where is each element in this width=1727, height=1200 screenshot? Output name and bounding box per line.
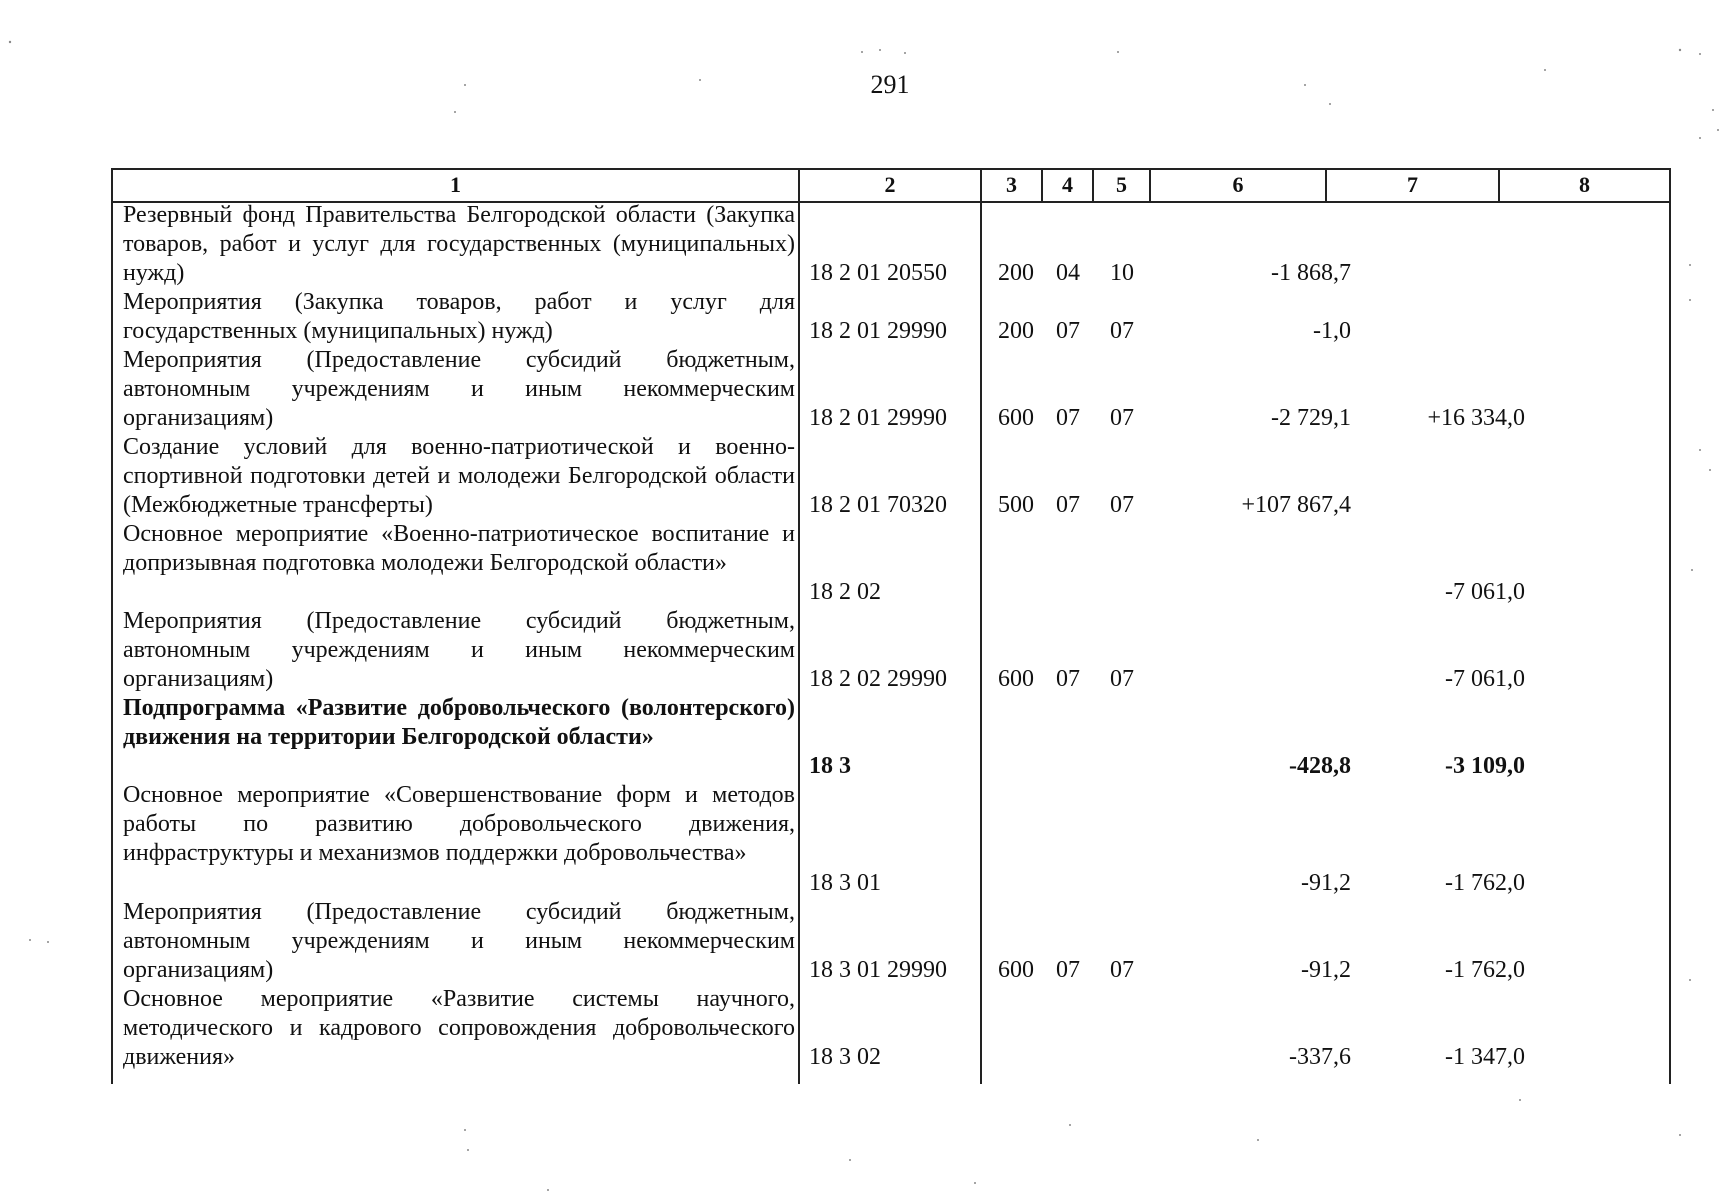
- table-row: [113, 607, 1669, 694]
- header-col-2: 2: [884, 172, 896, 197]
- row-col-5: 07: [1110, 957, 1134, 983]
- table-row: [113, 433, 1669, 520]
- row-code: 18 2 01 20550: [809, 260, 947, 286]
- header-col-4: 4: [1062, 172, 1073, 197]
- row-code: 18 2 02: [809, 579, 881, 605]
- row-code: 18 3 01 29990: [809, 957, 947, 983]
- row-col-5: 07: [1110, 666, 1134, 692]
- row-col-7: -3 109,0: [1445, 753, 1525, 779]
- row-description: Основное мероприятие «Военно-патриотическое воспитание и допризывная подготовка молодежи Белгородской области»: [123, 521, 795, 576]
- row-col-4: 07: [1056, 666, 1080, 692]
- row-col-7: -1 347,0: [1445, 1044, 1525, 1070]
- row-description: Основное мероприятие «Совершенствование форм и методов работы по развитию добровольческого движения, инфраструктуры и механизмов поддержки добровольчества»: [123, 782, 795, 866]
- table-row: [113, 781, 1669, 898]
- row-col-6: -91,2: [1301, 870, 1351, 896]
- row-col-3: 600: [998, 666, 1034, 692]
- row-col-7: +16 334,0: [1427, 405, 1525, 431]
- table-row: [113, 346, 1669, 433]
- row-code: 18 2 01 29990: [809, 405, 947, 431]
- row-col-4: 07: [1056, 405, 1080, 431]
- budget-table: [111, 168, 1671, 1084]
- row-col-6: -428,8: [1289, 753, 1351, 779]
- row-col-5: 07: [1110, 492, 1134, 518]
- header-col-7: 7: [1407, 172, 1418, 197]
- row-col-7: -1 762,0: [1445, 957, 1525, 983]
- row-code: 18 2 01 29990: [809, 318, 947, 344]
- row-col-4: 07: [1056, 957, 1080, 983]
- row-col-5: 07: [1110, 405, 1134, 431]
- row-col-4: 07: [1056, 492, 1080, 518]
- row-code: 18 3: [809, 753, 851, 779]
- row-description: Мероприятия (Закупка товаров, работ и услуг для государственных (муниципальных) нужд): [123, 289, 795, 344]
- table-row: [113, 985, 1669, 1072]
- row-col-7: -7 061,0: [1445, 579, 1525, 605]
- header-col-1: 1: [450, 172, 461, 197]
- table-row: [113, 201, 1669, 288]
- row-col-7: -7 061,0: [1445, 666, 1525, 692]
- row-description: Мероприятия (Предоставление субсидий бюджетным, автономным учреждениям и иным некоммерческим организациям): [123, 899, 795, 983]
- row-col-6: -1,0: [1313, 318, 1351, 344]
- row-code: 18 2 01 70320: [809, 492, 947, 518]
- table-row: [113, 288, 1669, 346]
- row-col-5: 10: [1110, 260, 1134, 286]
- row-col-3: 200: [998, 260, 1034, 286]
- header-col-5: 5: [1116, 172, 1127, 197]
- row-description: Подпрограмма «Развитие добровольческого (волонтерского) движения на территории Белгородской области»: [123, 695, 795, 750]
- row-col-6: +107 867,4: [1241, 492, 1351, 518]
- row-description: Основное мероприятие «Развитие системы научного, методического и кадрового сопровождения добровольческого движения»: [123, 986, 795, 1070]
- row-col-5: 07: [1110, 318, 1134, 344]
- row-col-3: 600: [998, 957, 1034, 983]
- table-row: [113, 898, 1669, 985]
- row-col-4: 07: [1056, 318, 1080, 344]
- row-description: Создание условий для военно-патриотической и военно-спортивной подготовки детей и молодежи Белгородской области (Межбюджетные трансферты): [123, 434, 795, 518]
- page-number: 291: [870, 70, 910, 99]
- row-col-7: -1 762,0: [1445, 870, 1525, 896]
- row-col-6: -91,2: [1301, 957, 1351, 983]
- row-col-6: -337,6: [1289, 1044, 1351, 1070]
- row-description: Резервный фонд Правительства Белгородской области (Закупка товаров, работ и услуг для государственных (муниципальных) нужд): [123, 202, 795, 286]
- row-code: 18 3 02: [809, 1044, 881, 1070]
- table-row-subprogram: [113, 694, 1669, 781]
- table-row: [113, 520, 1669, 607]
- header-col-6: 6: [1232, 172, 1244, 197]
- row-col-6: -2 729,1: [1271, 405, 1351, 431]
- row-description: Мероприятия (Предоставление субсидий бюджетным, автономным учреждениям и иным некоммерческим организациям): [123, 347, 795, 431]
- row-code: 18 2 02 29990: [809, 666, 947, 692]
- row-code: 18 3 01: [809, 870, 881, 896]
- header-col-8: 8: [1579, 172, 1590, 197]
- row-col-3: 200: [998, 318, 1034, 344]
- row-col-3: 500: [998, 492, 1034, 518]
- row-col-4: 04: [1056, 260, 1080, 286]
- row-col-6: -1 868,7: [1271, 260, 1351, 286]
- header-col-3: 3: [1006, 172, 1017, 197]
- row-description: Мероприятия (Предоставление субсидий бюджетным, автономным учреждениям и иным некоммерческим организациям): [123, 608, 795, 692]
- row-col-3: 600: [998, 405, 1034, 431]
